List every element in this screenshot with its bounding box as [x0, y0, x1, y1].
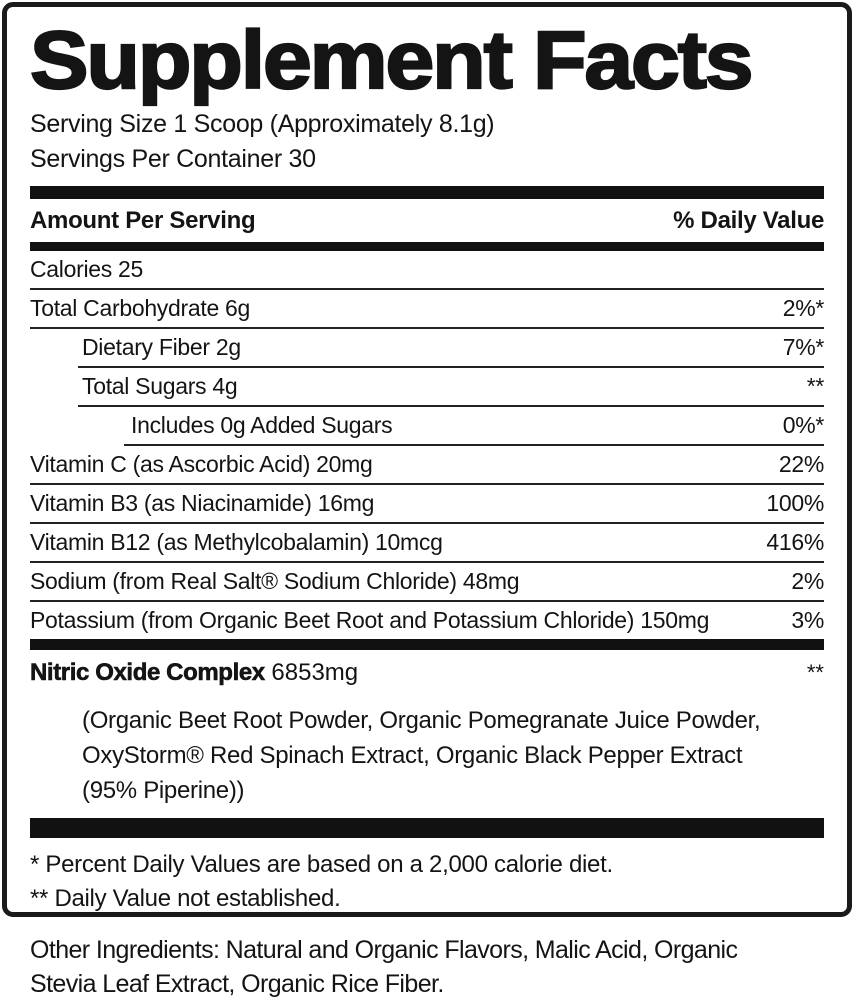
daily-value: 2%	[791, 567, 824, 594]
complex-amount: 6853mg	[271, 658, 359, 686]
nutrient-row-vitamin-c	[30, 446, 824, 485]
column-header-row	[30, 199, 824, 242]
daily-value: **	[806, 659, 824, 685]
complex-row	[30, 650, 824, 697]
daily-value: 22%	[778, 450, 824, 477]
nutrient-label: Sodium (from Real Salt® Sodium Chloride) 48mg	[30, 567, 520, 594]
nutrient-row-vitamin-b12	[30, 524, 824, 563]
nutrient-row-total-sugars	[78, 368, 824, 407]
nutrient-label: Includes 0g Added Sugars	[131, 411, 393, 438]
nutrient-row-dietary-fiber	[78, 329, 824, 368]
nutrient-label: Vitamin B12 (as Methylcobalamin) 10mcg	[30, 528, 443, 555]
other-ingredients-line: Other Ingredients: Natural and Organic Flavors, Malic Acid, Organic	[30, 936, 738, 964]
complex-description-line: (95% Piperine))	[82, 776, 245, 804]
nutrient-row-added-sugars	[124, 407, 824, 446]
divider-bar-medium	[30, 639, 824, 650]
daily-value: 0%*	[782, 411, 824, 438]
complex-description-line: (Organic Beet Root Powder, Organic Pomegranate Juice Powder,	[82, 706, 761, 734]
nutrient-row-calories	[30, 251, 824, 290]
divider-bar-thick	[30, 818, 824, 838]
other-ingredients-line: Stevia Leaf Extract, Organic Rice Fiber.	[30, 970, 444, 998]
nutrient-label: Vitamin B3 (as Niacinamide) 16mg	[30, 489, 375, 516]
nutrient-row-potassium	[30, 602, 824, 639]
footnotes	[30, 838, 824, 916]
daily-value: 416%	[766, 528, 824, 555]
daily-value: 3%	[791, 606, 824, 633]
daily-value: 7%*	[782, 333, 824, 360]
other-ingredients	[30, 933, 737, 1001]
nutrient-label: Total Carbohydrate 6g	[30, 294, 251, 321]
complex-description-line: OxyStorm® Red Spinach Extract, Organic Black Pepper Extract	[82, 741, 743, 769]
nutrient-label: Dietary Fiber 2g	[82, 333, 241, 360]
supplement-facts-panel	[2, 2, 852, 917]
serving-info	[30, 107, 824, 177]
footnote-daily-values: * Percent Daily Values are based on a 2,000 calorie diet.	[30, 850, 613, 878]
daily-value: 100%	[766, 489, 824, 516]
daily-value-header: % Daily Value	[673, 206, 824, 234]
nutrient-label: Vitamin C (as Ascorbic Acid) 20mg	[30, 450, 373, 477]
complex-title	[30, 659, 358, 687]
complex-name: Nitric Oxide Complex	[30, 658, 265, 686]
nutrient-label: Total Sugars 4g	[82, 372, 238, 399]
amount-per-serving-header: Amount Per Serving	[30, 206, 256, 234]
nutrient-label: Calories 25	[30, 255, 144, 282]
nutrient-row-vitamin-b3	[30, 485, 824, 524]
daily-value: 2%*	[782, 294, 824, 321]
nutrient-row-sodium	[30, 563, 824, 602]
panel-title: Supplement Facts	[30, 15, 752, 106]
footnote-not-established: ** Daily Value not established.	[30, 884, 341, 912]
nutrient-label: Potassium (from Organic Beet Root and Potassium Chloride) 150mg	[30, 606, 710, 633]
complex-description	[30, 703, 824, 808]
nutrient-row-total-carbohydrate	[30, 290, 824, 329]
serving-size: Serving Size 1 Scoop (Approximately 8.1g)	[30, 109, 495, 138]
daily-value: **	[806, 372, 824, 399]
servings-per-container: Servings Per Container 30	[30, 144, 316, 173]
divider-bar-medium	[30, 242, 824, 251]
divider-bar-thick	[30, 186, 824, 199]
